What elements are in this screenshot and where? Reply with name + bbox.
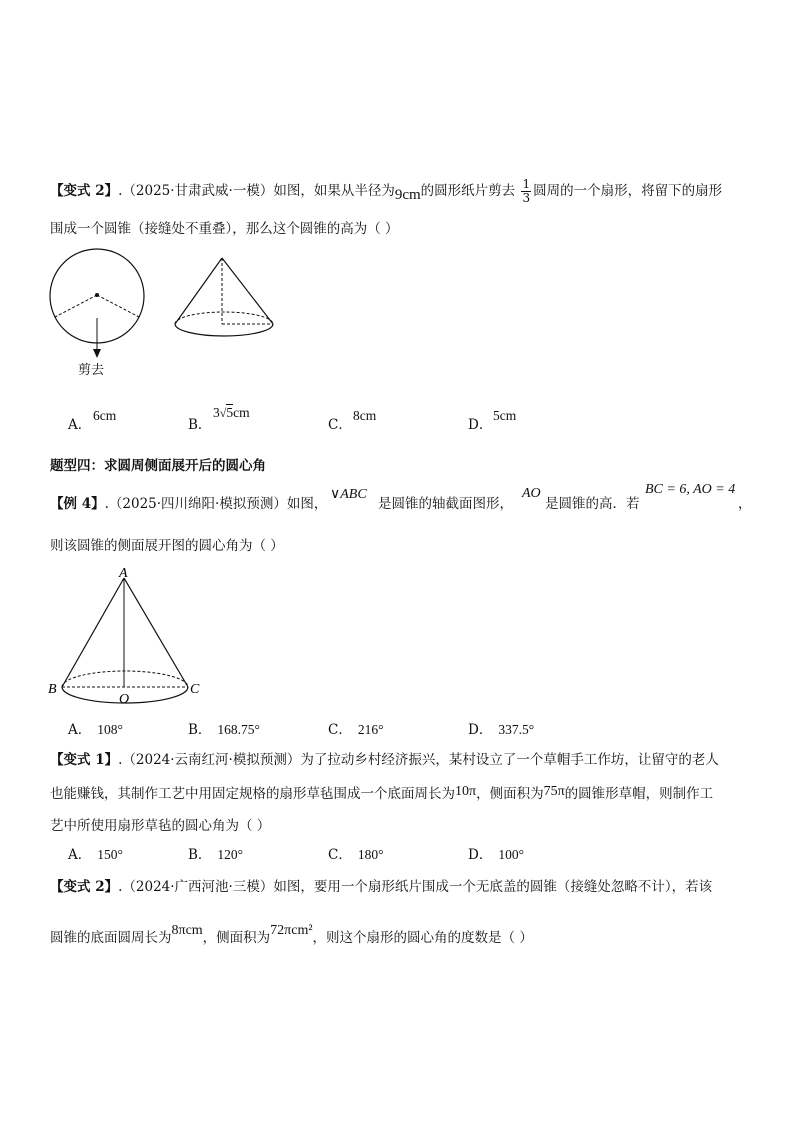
problem-tag: 【变式 2】 bbox=[50, 183, 119, 199]
option-a-value: 6cm bbox=[93, 408, 117, 423]
section-heading: 题型四：求圆周侧面展开后的圆心角 bbox=[50, 458, 266, 474]
problem-ex4-line1: 【例 4】.（2025·四川绵阳·模拟预测）如图， bbox=[50, 496, 328, 512]
radius-right bbox=[97, 295, 139, 317]
problem-v2a-line2: 围成一个圆锥（接缝处不重叠），那么这个圆锥的高为（ ） bbox=[50, 221, 399, 237]
cone-figure bbox=[170, 256, 280, 340]
option-b: B． bbox=[188, 417, 212, 433]
option-a: A． bbox=[68, 417, 92, 433]
option-d: D． 337.5° bbox=[468, 722, 535, 738]
base-back-arc bbox=[62, 671, 188, 687]
lateral-area-value: 72πcm² bbox=[270, 923, 313, 938]
problem-tag: 【变式 2】 bbox=[50, 879, 119, 895]
problem-v1-line3: 艺中所使用扇形草毡的圆心角为（ ） bbox=[50, 818, 271, 834]
cone-base-back bbox=[175, 312, 273, 324]
condition: BC = 6, AO = 4 bbox=[645, 482, 736, 497]
option-b-value: 3√5cm bbox=[213, 405, 250, 420]
radius-value: 9cm bbox=[394, 187, 421, 203]
fraction-one-third: $\frac{1}{3}$ bbox=[522, 177, 531, 205]
circumference-value: 8πcm bbox=[171, 923, 203, 938]
problem-ex4-line2: 则该圆锥的侧面展开图的圆心角为（ ） bbox=[50, 538, 284, 554]
option-c-value: 8cm bbox=[353, 408, 377, 423]
option-b: B． 168.75° bbox=[188, 722, 260, 738]
circumference-value: 10π bbox=[455, 784, 477, 799]
cone-right-edge bbox=[222, 258, 273, 324]
label-c: C bbox=[190, 682, 200, 697]
problem-v1-line1: 【变式 1】.（2024·云南红河·模拟预测）为了拉动乡村经济振兴，某村设立了一个草帽手工作坊，让留守的老人 bbox=[50, 752, 719, 768]
triangle-abc: ∨ABC bbox=[330, 487, 367, 502]
cut-label: 剪去 bbox=[78, 363, 105, 378]
arrow-down-icon bbox=[93, 349, 101, 358]
problem-tag: 【例 4】 bbox=[50, 496, 105, 512]
label-a: A bbox=[119, 566, 128, 581]
label-b: B bbox=[48, 682, 57, 697]
option-b: B． 120° bbox=[188, 847, 244, 863]
cone-abc-figure bbox=[40, 560, 220, 710]
problem-tag: 【变式 1】 bbox=[50, 752, 119, 768]
option-c: C． 216° bbox=[328, 722, 384, 738]
option-c: C． 180° bbox=[328, 847, 384, 863]
problem-v2b-line1: 【变式 2】.（2024·广西河池·三模）如图，要用一个扇形纸片围成一个无底盖的圆锥（接缝处忽略不计），若该 bbox=[50, 879, 713, 895]
cone-base-front bbox=[175, 324, 273, 336]
radius-left bbox=[55, 295, 97, 317]
option-c: C． bbox=[328, 417, 352, 433]
option-d: D． 100° bbox=[468, 847, 524, 863]
option-a: A． 108° bbox=[68, 722, 123, 738]
label-o: O bbox=[119, 692, 130, 707]
problem-v1-line2: 也能赚钱，其制作工艺中用固定规格的扇形草毡围成一个底面周长为10π，侧面积为75π的圆锥形草帽，则制作工 bbox=[50, 784, 714, 802]
problem-v2b-line2: 圆锥的底面圆周长为8πcm，侧面积为72πcm²，则这个扇形的圆心角的度数是（ ） bbox=[50, 923, 533, 946]
option-d: D． bbox=[468, 417, 493, 433]
segment-ao: AO bbox=[522, 486, 541, 501]
option-a: A． 150° bbox=[68, 847, 123, 863]
lateral-area-value: 75π bbox=[543, 784, 565, 799]
problem-v2a-line1: 【变式 2】.（2025·甘肃武威·一模）如图，如果从半径为9cm的圆形纸片剪去 $\frac{1}{3}$ 圆周的一个扇形，将留下的扇形 bbox=[50, 177, 723, 205]
edge-ab bbox=[62, 578, 124, 687]
option-d-value: 5cm bbox=[493, 408, 517, 423]
